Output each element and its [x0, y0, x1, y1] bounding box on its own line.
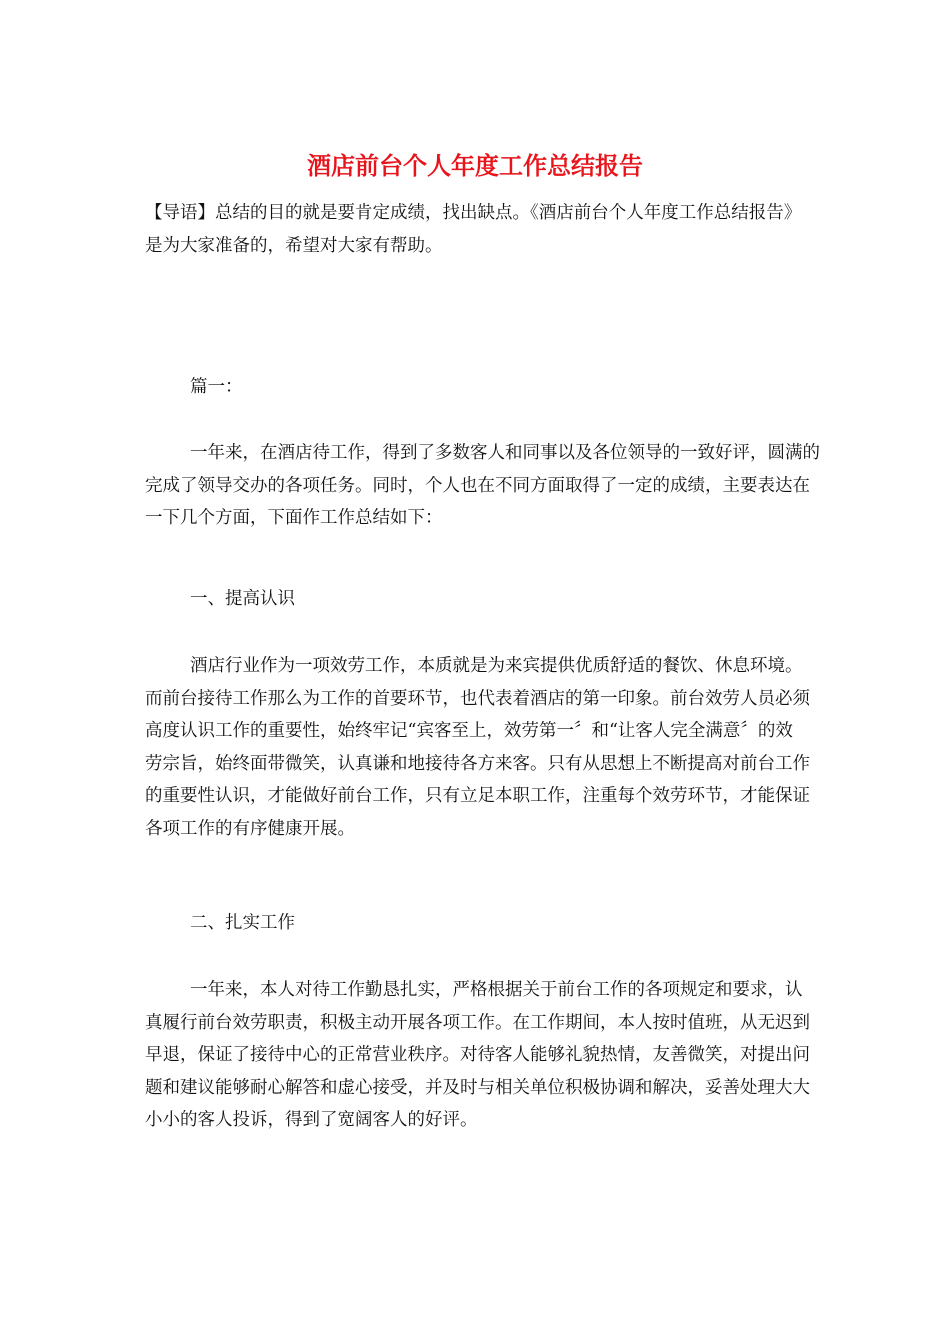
- body-paragraph-1: 一年来，在酒店待工作，得到了多数客人和同事以及各位领导的一致好评，圆满的完成了领导交办的各项任务。同时，个人也在不同方面取得了一定的成绩，主要表达在一下几个方面，下面作工作总结如下：: [145, 443, 820, 528]
- section-heading-1: 一、提高认识: [190, 589, 295, 609]
- body-paragraph-2: 酒店行业作为一项效劳工作，本质就是为来宾提供优质舒适的餐饮、休息环境。而前台接待工作那么为工作的首要环节，也代表着酒店的第一印象。前台效劳人员必须高度认识工作的重要性，始终牢记“宾客至上，效劳第一〞和“让客人完全满意〞的效劳宗旨，始终面带微笑，认真谦和地接待各方来客。只有从思想上不断提高对前台工作的重要性认识，才能做好前台工作，只有立足本职工作，注重每个效劳环节，才能保证各项工作的有序健康开展。: [145, 656, 810, 839]
- section-heading-2: 二、扎实工作: [190, 913, 295, 933]
- section-label: 篇一：: [190, 377, 243, 397]
- document-title: 酒店前台个人年度工作总结报告: [307, 151, 643, 180]
- body-paragraph-3: 一年来，本人对待工作勤恳扎实，严格根据关于前台工作的各项规定和要求，认真履行前台效劳职责，积极主动开展各项工作。在工作期间，本人按时值班，从无迟到早退，保证了接待中心的正常营业秩序。对待客人能够礼貌热情，友善微笑，对提出问题和建议能够耐心解答和虚心接受，并及时与相关单位积极协调和解决，妥善处理大大小小的客人投诉，得到了宽阔客人的好评。: [145, 980, 810, 1130]
- intro-paragraph: 【导语】总结的目的就是要肯定成绩，找出缺点。《酒店前台个人年度工作总结报告》是为大家准备的，希望对大家有帮助。: [145, 203, 802, 256]
